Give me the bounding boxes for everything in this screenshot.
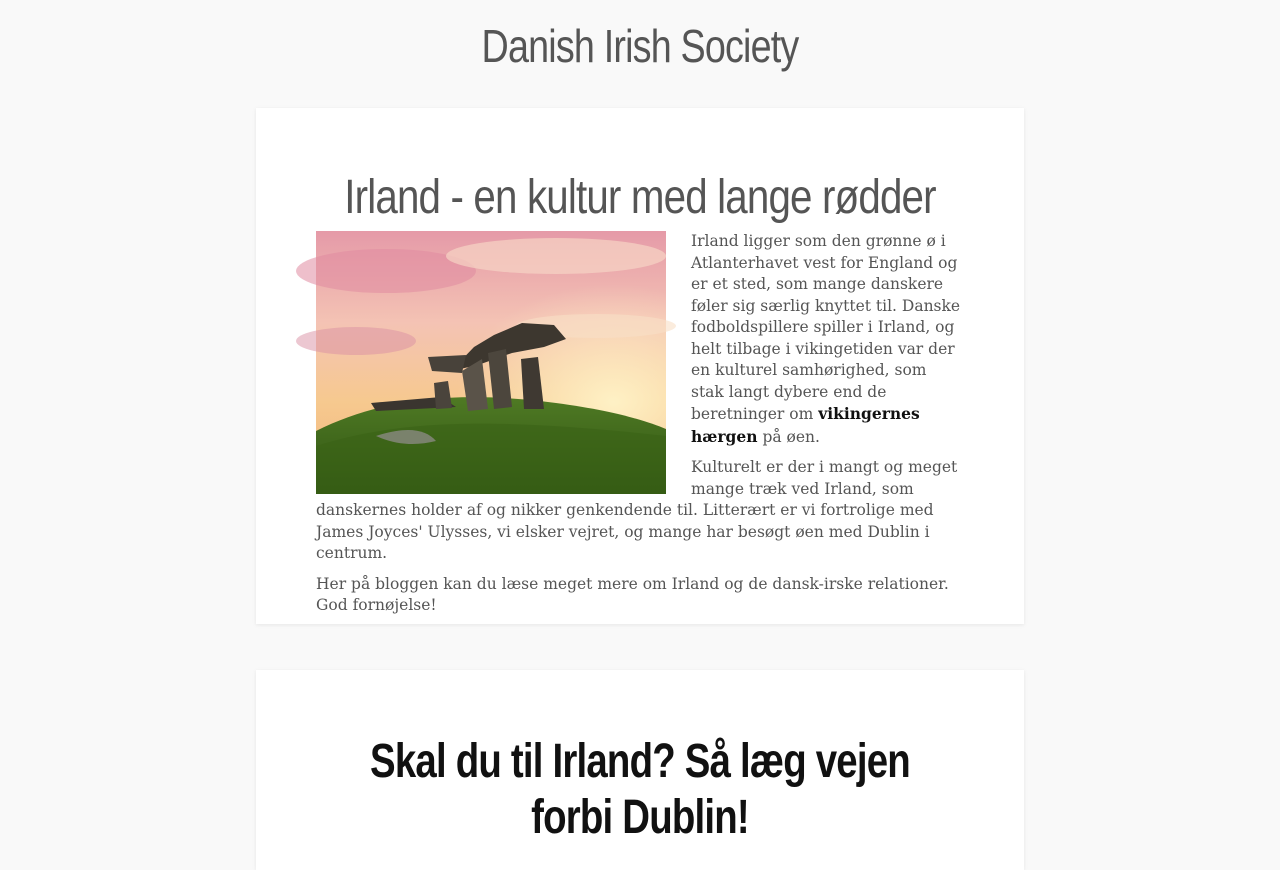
vikings-link[interactable]: vikingernes hærgen	[691, 404, 920, 446]
post-title[interactable]: Skal du til Irland? Så læg vejen forbi Dublin!	[370, 735, 910, 844]
post-card	[256, 108, 1024, 624]
post-paragraph: Kulturelt er der i mangt og meget mange træk ved Irland, som danskernes holder af og nikker genkendende til. Litterært er vi fortrolige med James Joyces' Ulysses, vi elsker vejret, og mange har besøgt øen med Dublin i centrum.	[316, 458, 958, 562]
post-title[interactable]: Irland - en kultur med lange rødder	[344, 171, 936, 224]
site-title[interactable]: Danish Irish Society	[481, 20, 799, 72]
post-card	[256, 670, 1024, 870]
post-paragraph-text: Irland ligger som den grønne ø i Atlanterhavet vest for England og er et sted, som mange danskere føler sig særlig knyttet til. Danske fodboldspillere spiller i Irland, og helt tilbage i vikingetiden var der en kulturel samhørighed, som stak langt dybere end de beretninger om	[691, 232, 961, 423]
dolmen-sunset-photo	[316, 231, 666, 494]
post-paragraph-text: på øen.	[757, 427, 820, 446]
post-paragraph: Her på bloggen kan du læse meget mere om Irland og de dansk-irske relationer. God fornøjelse!	[316, 574, 949, 614]
post-body	[316, 231, 964, 626]
